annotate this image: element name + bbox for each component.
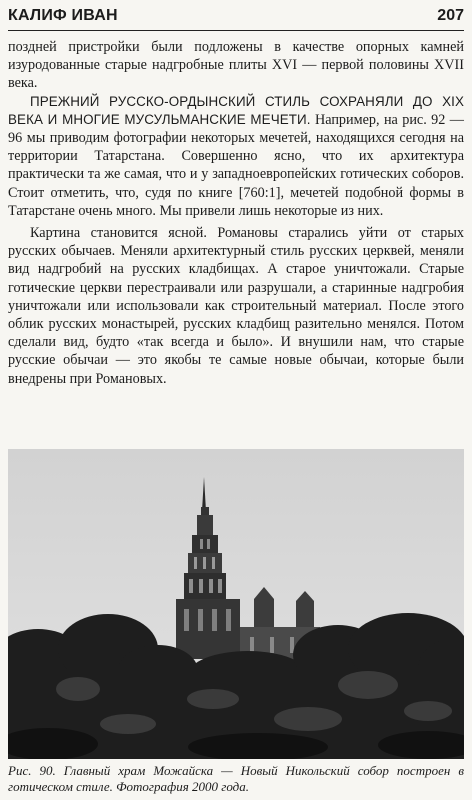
cathedral-photo (8, 449, 464, 759)
paragraph-2-caps: ПРЕЖНИЙ РУССКО-ОРДЫНСКИЙ СТИЛЬ СОХРАНЯЛИ ДО XIX ВЕКА И МНОГИЕ МУСУЛЬМАНСКИЕ МЕЧЕТИ. (8, 93, 464, 127)
paragraph-3: Картина становится ясной. Романовы старались уйти от старых русских обычаев. Меняли архитектурный стиль русских церквей, меняли вид надгробий на русских кладбищах. А старое уничтожали. Старые готические церкви перестраивали или разрушали, а старинные надгробия уничтожали или использовали как строительный материал. После этого облик русских монастырей, русских кладбищ разительно менялся. Потом сделали вид, будто «так всегда и было». И внушили нам, что старые русские обычаи — это якобы те самые новые обычаи, которые были внедрены при Романовых. (8, 225, 464, 387)
running-head: КАЛИФ ИВАН (8, 7, 118, 24)
body-text (8, 38, 464, 388)
page-header (8, 2, 464, 31)
paragraph-1: поздней пристройки были подложены в качестве опорных камней изуродованные старые надгробные плиты XVI — первой половины XVII века. (8, 39, 464, 92)
paragraph-2-rest: Например, на рис. 92 — 96 мы приводим фотографии некоторых мечетей, находящихся сегодня на территории Татарстана. Совершенно ясно, что их архитектура практически та же самая, что и у западноевропейских готических соборов. Стоит отметить, что, судя по книге [760:1], мечетей подобной формы в Татарстане очень много. Мы привели лишь некоторые из них. (8, 111, 464, 219)
page-number: 207 (437, 7, 464, 24)
paragraph-2 (8, 93, 464, 220)
figure-caption: Рис. 90. Главный храм Можайска — Новый Никольский собор построен в готическом стиле. Фотография 2000 года. (8, 763, 464, 794)
figure-photo (8, 449, 464, 759)
